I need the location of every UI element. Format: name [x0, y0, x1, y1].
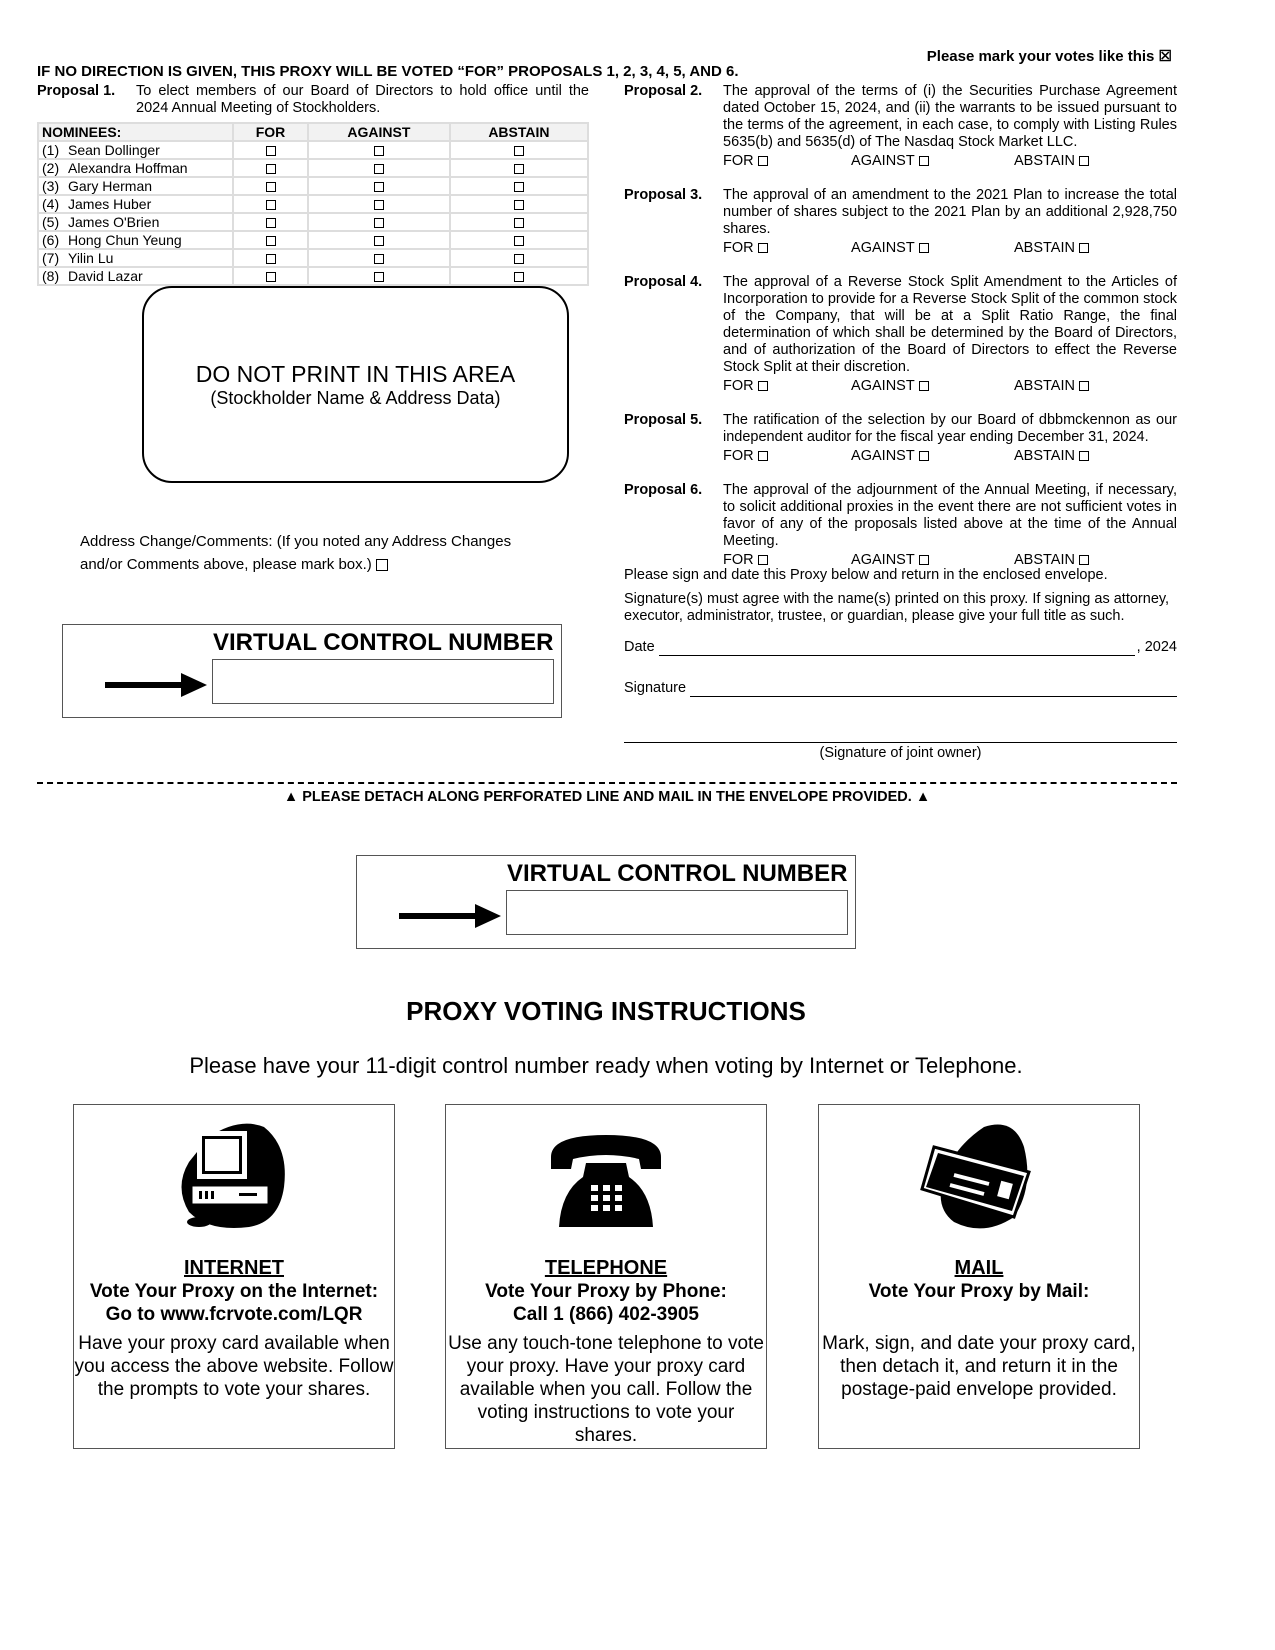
- nominees-table: [37, 122, 589, 286]
- computer-icon: [169, 1117, 299, 1239]
- cell-abstain: [450, 141, 588, 159]
- checkbox-against[interactable]: [919, 156, 929, 166]
- checkbox-abstain[interactable]: [514, 164, 524, 174]
- checkbox-for[interactable]: [266, 218, 276, 228]
- joint-signature-label: (Signature of joint owner): [819, 745, 982, 761]
- sign-instruction: Please sign and date this Proxy below and return in the enclosed envelope.: [624, 567, 1108, 583]
- checkbox-against[interactable]: [374, 146, 384, 156]
- proposal-text: The ratification of the selection by our Board of dbbmckennon as our independent auditor for the fiscal year ending December 31, 2024.: [723, 412, 1177, 445]
- cell-for: [233, 195, 308, 213]
- col-nominees: NOMINEES:: [38, 123, 233, 141]
- cell-for: [233, 141, 308, 159]
- vote-label: ABSTAIN: [1014, 378, 1075, 394]
- nominee-name: [38, 213, 233, 231]
- checkbox-for[interactable]: [266, 164, 276, 174]
- cell-abstain: [450, 159, 588, 177]
- panel-telephone: [445, 1104, 767, 1449]
- cell-abstain: [450, 231, 588, 249]
- nominee-number: (1): [42, 141, 60, 158]
- proposal-label: Proposal 3.: [624, 187, 703, 203]
- checkbox-against[interactable]: [919, 451, 929, 461]
- checkbox-abstain[interactable]: [514, 182, 524, 192]
- cell-for: [233, 213, 308, 231]
- cell-against: [308, 267, 450, 285]
- cell-abstain: [450, 213, 588, 231]
- cell-abstain: [450, 177, 588, 195]
- nominee-name-text: Hong Chun Yeung: [68, 231, 182, 248]
- do-not-print-title: DO NOT PRINT IN THIS AREA: [195, 361, 516, 387]
- checkbox-for[interactable]: [266, 200, 276, 210]
- proposals-2-6: [624, 83, 1177, 568]
- nominee-name: [38, 195, 233, 213]
- sign-agree: Signature(s) must agree with the name(s) printed on this proxy. If signing as attorney, executor, administrator, trustee, or guardian, please give your full title as such.: [624, 591, 1170, 624]
- proposal-3: [624, 187, 1177, 256]
- checkbox-against[interactable]: [374, 218, 384, 228]
- checkbox-for[interactable]: [266, 254, 276, 264]
- vcn-title: VIRTUAL CONTROL NUMBER: [507, 860, 848, 887]
- joint-signature-field[interactable]: [624, 729, 1177, 743]
- nominee-number: (5): [42, 213, 60, 230]
- arrow-right-icon: [399, 904, 501, 928]
- vote-label: AGAINST: [851, 153, 915, 169]
- proposal-text: The approval of the adjournment of the Annual Meeting, if necessary, to solicit additional proxies in the event there are not sufficient votes in favor of any of the proposals listed above at the time of the Annual Meeting.: [723, 482, 1177, 549]
- proposal-label: Proposal 1.: [37, 83, 116, 99]
- checkbox-abstain[interactable]: [514, 254, 524, 264]
- vote-against[interactable]: [851, 240, 1014, 256]
- vote-for[interactable]: [723, 153, 851, 169]
- perforated-line: [37, 782, 1177, 784]
- vcn-input[interactable]: [506, 890, 848, 935]
- proposal-5: [624, 412, 1177, 464]
- vcn-title: VIRTUAL CONTROL NUMBER: [213, 629, 554, 656]
- vote-abstain[interactable]: [1014, 378, 1177, 394]
- nominee-name-text: Yilin Lu: [68, 249, 114, 266]
- checkbox-for[interactable]: [758, 451, 768, 461]
- address-change: [80, 530, 550, 576]
- proposal-text: The approval of an amendment to the 2021 Plan to increase the total number of shares subject to the 2021 Plan by an additional 2,928,750 shares.: [723, 187, 1177, 237]
- nominee-name: [38, 177, 233, 195]
- vote-for[interactable]: [723, 448, 851, 464]
- nominee-name-text: Sean Dollinger: [68, 141, 160, 158]
- vote-against[interactable]: [851, 378, 1014, 394]
- do-not-print-area: [142, 286, 569, 483]
- checkbox-abstain[interactable]: [1079, 156, 1089, 166]
- checkbox-for[interactable]: [758, 156, 768, 166]
- instructions-subtitle: Please have your 11-digit control number ready when voting by Internet or Telephone.: [189, 1053, 1023, 1078]
- nominee-number: (6): [42, 231, 60, 248]
- panel-sub1: Vote Your Proxy on the Internet:: [89, 1281, 379, 1302]
- date-field[interactable]: [659, 642, 1135, 656]
- no-direction-notice: IF NO DIRECTION IS GIVEN, THIS PROXY WILL BE VOTED “FOR” PROPOSALS 1, 2, 3, 4, 5, AND 6.: [37, 63, 739, 80]
- proposal-text: The approval of a Reverse Stock Split Amendment to the Articles of Incorporation to provide for a Reverse Stock Split of the common stock of the Company, that will be at a Split Ratio Range, the final determination of which shall be determined by the Board of Directors, and of authorization of the Board of Directors to effect the Reverse Stock Split at their discretion.: [723, 274, 1177, 375]
- vote-label: FOR: [723, 153, 754, 169]
- nominee-name: [38, 141, 233, 159]
- nominee-row: [38, 195, 588, 213]
- col-for: FOR: [233, 123, 308, 141]
- checkbox-against[interactable]: [374, 272, 384, 282]
- vote-abstain[interactable]: [1014, 552, 1177, 568]
- checkbox-against[interactable]: [374, 200, 384, 210]
- date-label: Date: [624, 639, 655, 655]
- nominee-number: (4): [42, 195, 60, 212]
- cell-abstain: [450, 267, 588, 285]
- arrow-right-icon: [105, 673, 207, 697]
- nominee-row: [38, 249, 588, 267]
- vcn-input[interactable]: [212, 659, 554, 704]
- checkbox-for[interactable]: [758, 555, 768, 565]
- checkbox-against[interactable]: [374, 236, 384, 246]
- panel-sub1: Vote Your Proxy by Phone:: [485, 1281, 727, 1302]
- vote-against[interactable]: [851, 448, 1014, 464]
- checkbox-abstain[interactable]: [514, 146, 524, 156]
- nominee-row: [38, 141, 588, 159]
- nominee-number: (7): [42, 249, 60, 266]
- checkbox-against[interactable]: [919, 381, 929, 391]
- nominee-name: [38, 159, 233, 177]
- nominee-row: [38, 231, 588, 249]
- cell-against: [308, 195, 450, 213]
- vote-label: FOR: [723, 240, 754, 256]
- checkbox-abstain[interactable]: [514, 236, 524, 246]
- do-not-print-sub: (Stockholder Name & Address Data): [210, 388, 501, 408]
- nominee-name: [38, 267, 233, 285]
- proposal-label: Proposal 2.: [624, 83, 703, 99]
- cell-for: [233, 159, 308, 177]
- cell-against: [308, 159, 450, 177]
- proposal-label: Proposal 4.: [624, 274, 703, 290]
- cell-abstain: [450, 249, 588, 267]
- vote-label: AGAINST: [851, 552, 915, 568]
- col-abstain: ABSTAIN: [450, 123, 588, 141]
- vote-abstain[interactable]: [1014, 153, 1177, 169]
- panel-mail: [818, 1104, 1140, 1449]
- nominee-row: [38, 213, 588, 231]
- checkbox-against[interactable]: [919, 555, 929, 565]
- proposal-text: The approval of the terms of (i) the Securities Purchase Agreement dated October 15, 2024, and (ii) the warrants to be issued pursuant to the terms of the agreement, in each case, to comply with Listing Rules 5635(b) and 5635(d) of The Nasdaq Stock Market LLC.: [723, 83, 1177, 150]
- telephone-icon: [541, 1117, 671, 1239]
- vote-for[interactable]: [723, 552, 851, 568]
- cell-for: [233, 249, 308, 267]
- virtual-control-number-box-2: [356, 855, 856, 949]
- nominee-name-text: James O'Brien: [68, 213, 160, 230]
- cell-against: [308, 213, 450, 231]
- checkbox-against[interactable]: [919, 243, 929, 253]
- vote-against[interactable]: [851, 552, 1014, 568]
- checkbox-for[interactable]: [266, 272, 276, 282]
- envelope-icon: [914, 1117, 1044, 1239]
- panel-sub2: [819, 1303, 1139, 1326]
- panel-heading: TELEPHONE: [544, 1257, 668, 1279]
- vote-label: ABSTAIN: [1014, 448, 1075, 464]
- col-against: AGAINST: [308, 123, 450, 141]
- panel-sub1: Vote Your Proxy by Mail:: [868, 1281, 1090, 1302]
- checkbox-against[interactable]: [374, 164, 384, 174]
- nominee-name: [38, 231, 233, 249]
- nominee-name-text: James Huber: [68, 195, 152, 212]
- vote-label: AGAINST: [851, 240, 915, 256]
- checkbox-abstain[interactable]: [1079, 243, 1089, 253]
- proposal-2: [624, 83, 1177, 169]
- cell-for: [233, 177, 308, 195]
- proposal-label: Proposal 6.: [624, 482, 703, 498]
- panel-internet: [73, 1104, 395, 1449]
- panel-sub2: Call 1 (866) 402-3905: [513, 1304, 699, 1325]
- nominee-number: (2): [42, 159, 60, 176]
- vote-label: FOR: [723, 378, 754, 394]
- panel-desc: Mark, sign, and date your proxy card, then detach it, and return it in the postage-paid envelope provided.: [822, 1333, 1136, 1400]
- nominee-number: (3): [42, 177, 60, 194]
- nominee-name-text: David Lazar: [68, 267, 143, 284]
- date-year: , 2024: [1136, 639, 1177, 655]
- virtual-control-number-box: [62, 624, 562, 718]
- checkbox-against[interactable]: [374, 254, 384, 264]
- cell-against: [308, 249, 450, 267]
- nominee-row: [38, 267, 588, 285]
- vote-label: ABSTAIN: [1014, 240, 1075, 256]
- proposal-label: Proposal 5.: [624, 412, 703, 428]
- vote-label: ABSTAIN: [1014, 153, 1075, 169]
- checkbox-for[interactable]: [758, 243, 768, 253]
- cell-against: [308, 231, 450, 249]
- address-change-checkbox[interactable]: [376, 559, 388, 571]
- checkbox-abstain[interactable]: [514, 218, 524, 228]
- vote-label: AGAINST: [851, 378, 915, 394]
- detach-notice: ▲ PLEASE DETACH ALONG PERFORATED LINE AND MAIL IN THE ENVELOPE PROVIDED. ▲: [283, 789, 931, 805]
- vote-label: AGAINST: [851, 448, 915, 464]
- panel-sub2: Go to www.fcrvote.com/LQR: [105, 1304, 363, 1325]
- checkbox-for[interactable]: [758, 381, 768, 391]
- cell-for: [233, 267, 308, 285]
- address-change-text: Address Change/Comments: (If you noted any Address Changes and/or Comments above, please mark box.): [80, 533, 512, 573]
- instructions-title: PROXY VOTING INSTRUCTIONS: [406, 996, 806, 1026]
- vote-abstain[interactable]: [1014, 448, 1177, 464]
- vote-for[interactable]: [723, 378, 851, 394]
- checkbox-abstain[interactable]: [1079, 451, 1089, 461]
- cell-against: [308, 141, 450, 159]
- vote-against[interactable]: [851, 153, 1014, 169]
- checkbox-abstain[interactable]: [1079, 381, 1089, 391]
- vote-for[interactable]: [723, 240, 851, 256]
- checkbox-abstain[interactable]: [1079, 555, 1089, 565]
- panel-heading: INTERNET: [184, 1257, 284, 1279]
- checkbox-abstain[interactable]: [514, 200, 524, 210]
- proposal-4: [624, 274, 1177, 394]
- nominee-row: [38, 177, 588, 195]
- signature-field[interactable]: [690, 683, 1177, 697]
- nominee-row: [38, 159, 588, 177]
- signature-section: [624, 567, 1177, 762]
- checkbox-for[interactable]: [266, 182, 276, 192]
- checkbox-against[interactable]: [374, 182, 384, 192]
- proposal-6: [624, 482, 1177, 568]
- nominee-name-text: Alexandra Hoffman: [68, 159, 188, 176]
- signature-label: Signature: [624, 680, 687, 696]
- checkbox-for[interactable]: [266, 146, 276, 156]
- vote-label: ABSTAIN: [1014, 552, 1075, 568]
- checkbox-abstain[interactable]: [514, 272, 524, 282]
- proposal-1: [37, 83, 589, 286]
- nominee-name-text: Gary Herman: [68, 177, 153, 194]
- panel-desc: Have your proxy card available when you access the above website. Follow the prompts to vote your shares.: [74, 1333, 394, 1400]
- nominee-name: [38, 249, 233, 267]
- cell-against: [308, 177, 450, 195]
- panel-heading: MAIL: [954, 1257, 1004, 1279]
- cell-for: [233, 231, 308, 249]
- vote-label: FOR: [723, 448, 754, 464]
- mark-votes-instruction: Please mark your votes like this ☒: [926, 48, 1172, 65]
- checkbox-for[interactable]: [266, 236, 276, 246]
- nominee-number: (8): [42, 267, 60, 284]
- proposal-text: To elect members of our Board of Directors to hold office until the 2024 Annual Meeting of Stockholders.: [136, 83, 589, 116]
- vote-abstain[interactable]: [1014, 240, 1177, 256]
- cell-abstain: [450, 195, 588, 213]
- vote-label: FOR: [723, 552, 754, 568]
- panel-desc: Use any touch-tone telephone to vote your proxy. Have your proxy card available when you call. Follow the voting instructions to vote your shares.: [448, 1333, 764, 1446]
